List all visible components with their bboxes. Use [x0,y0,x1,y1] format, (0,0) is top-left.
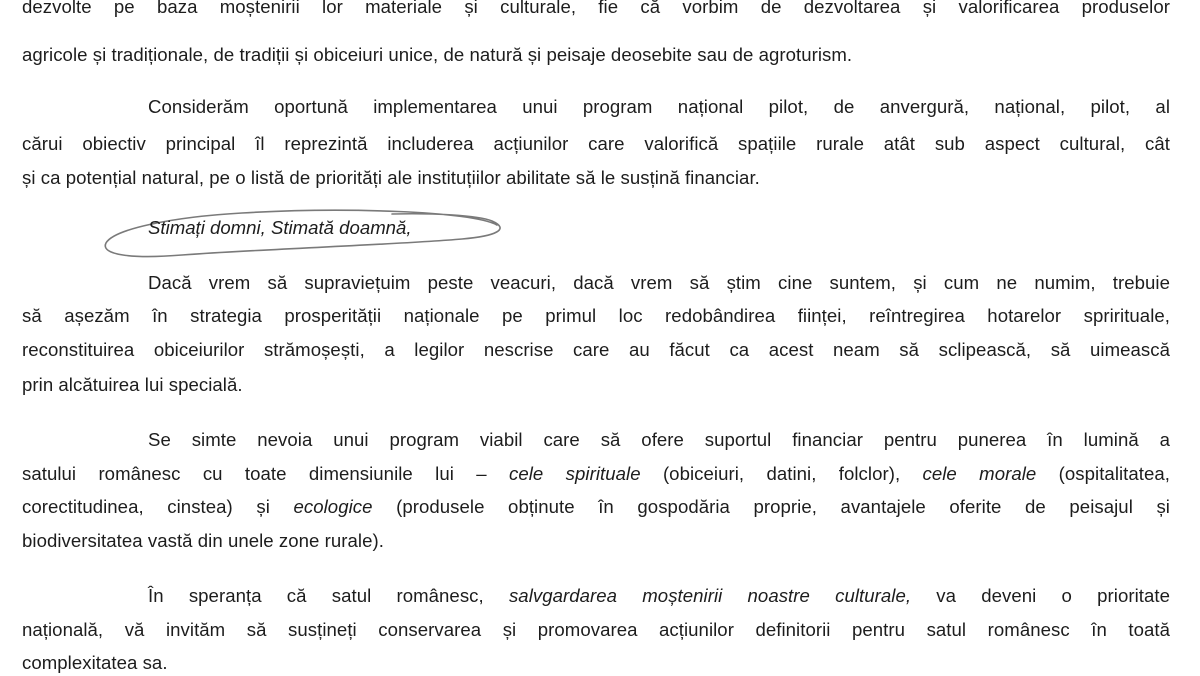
paragraph-4-line-2 [22,461,1170,487]
italic-run: ecologice [293,496,373,517]
italic-run: salvgardarea moștenirii noastre culturale, [508,585,912,606]
text-run: satului românesc cu toate dimensiunile lui – [22,463,510,484]
greeting-line: Stimați domni, Stimată doamnă, [148,217,412,238]
text-run: (produsele obținute în gospodăria proprie, avantajele oferite de peisajul și [372,496,1170,517]
paragraph-5-line-3: complexitatea sa. [22,652,168,673]
paragraph-3-line-2: să așezăm în strategia prosperității naționale pe primul loc redobândirea ființei, reîntregirea hotarelor sprirituale, [22,305,1170,326]
italic-run: cele spirituale [509,463,641,484]
paragraph-4-line-1: Se simte nevoia unui program viabil care să ofere suportul financiar pentru punerea în lumină a [148,429,1170,450]
text-run: corectitudinea, cinstea) și [22,496,294,517]
paragraph-2-line-2: cărui obiectiv principal îl reprezintă includerea acțiunilor care valorifică spațiile rurale atât sub aspect cultural, cât [22,133,1170,154]
text-run: (ospitalitatea, [1036,463,1171,484]
paragraph-3-line-3: reconstituirea obiceiurilor strămoșești, a legilor nescrise care au făcut ca acest neam să sclipească, să uimească [22,339,1170,360]
text-run: va deveni o prioritate [911,585,1170,606]
paragraph-1-line-2: agricole și tradiționale, de tradiții și obiceiuri unice, de natură și peisaje deosebite sau de agroturism. [22,44,853,65]
italic-run: cele morale [922,463,1037,484]
paragraph-2-line-3: și ca potențial natural, pe o listă de priorități ale instituțiilor abilitate să le susțină financiar. [22,167,760,188]
paragraph-5-line-2: națională, vă invităm să susțineți conservarea și promovarea acțiunilor definitorii pentru satul românesc în toată [22,619,1170,640]
paragraph-5-line-1 [148,583,1170,609]
paragraph-4-line-3 [22,494,1170,520]
text-run: (obiceiuri, datini, folclor), [640,463,923,484]
paragraph-3-line-4: prin alcătuirea lui specială. [22,374,243,395]
paragraph-4-line-4: biodiversitatea vastă din unele zone rurale). [22,530,384,551]
paragraph-3-line-1: Dacă vrem să supraviețuim peste veacuri, dacă vrem să știm cine suntem, și cum ne numim, trebuie [148,272,1170,293]
paragraph-1-line-1: dezvolte pe baza moștenirii lor materiale și culturale, fie că vorbim de dezvoltarea și valorificarea produselor [22,0,1170,17]
paragraph-2-line-1: Considerăm oportună implementarea unui program național pilot, de anvergură, național, pilot, al [148,96,1170,117]
text-run: În speranța că satul românesc, [148,585,509,606]
